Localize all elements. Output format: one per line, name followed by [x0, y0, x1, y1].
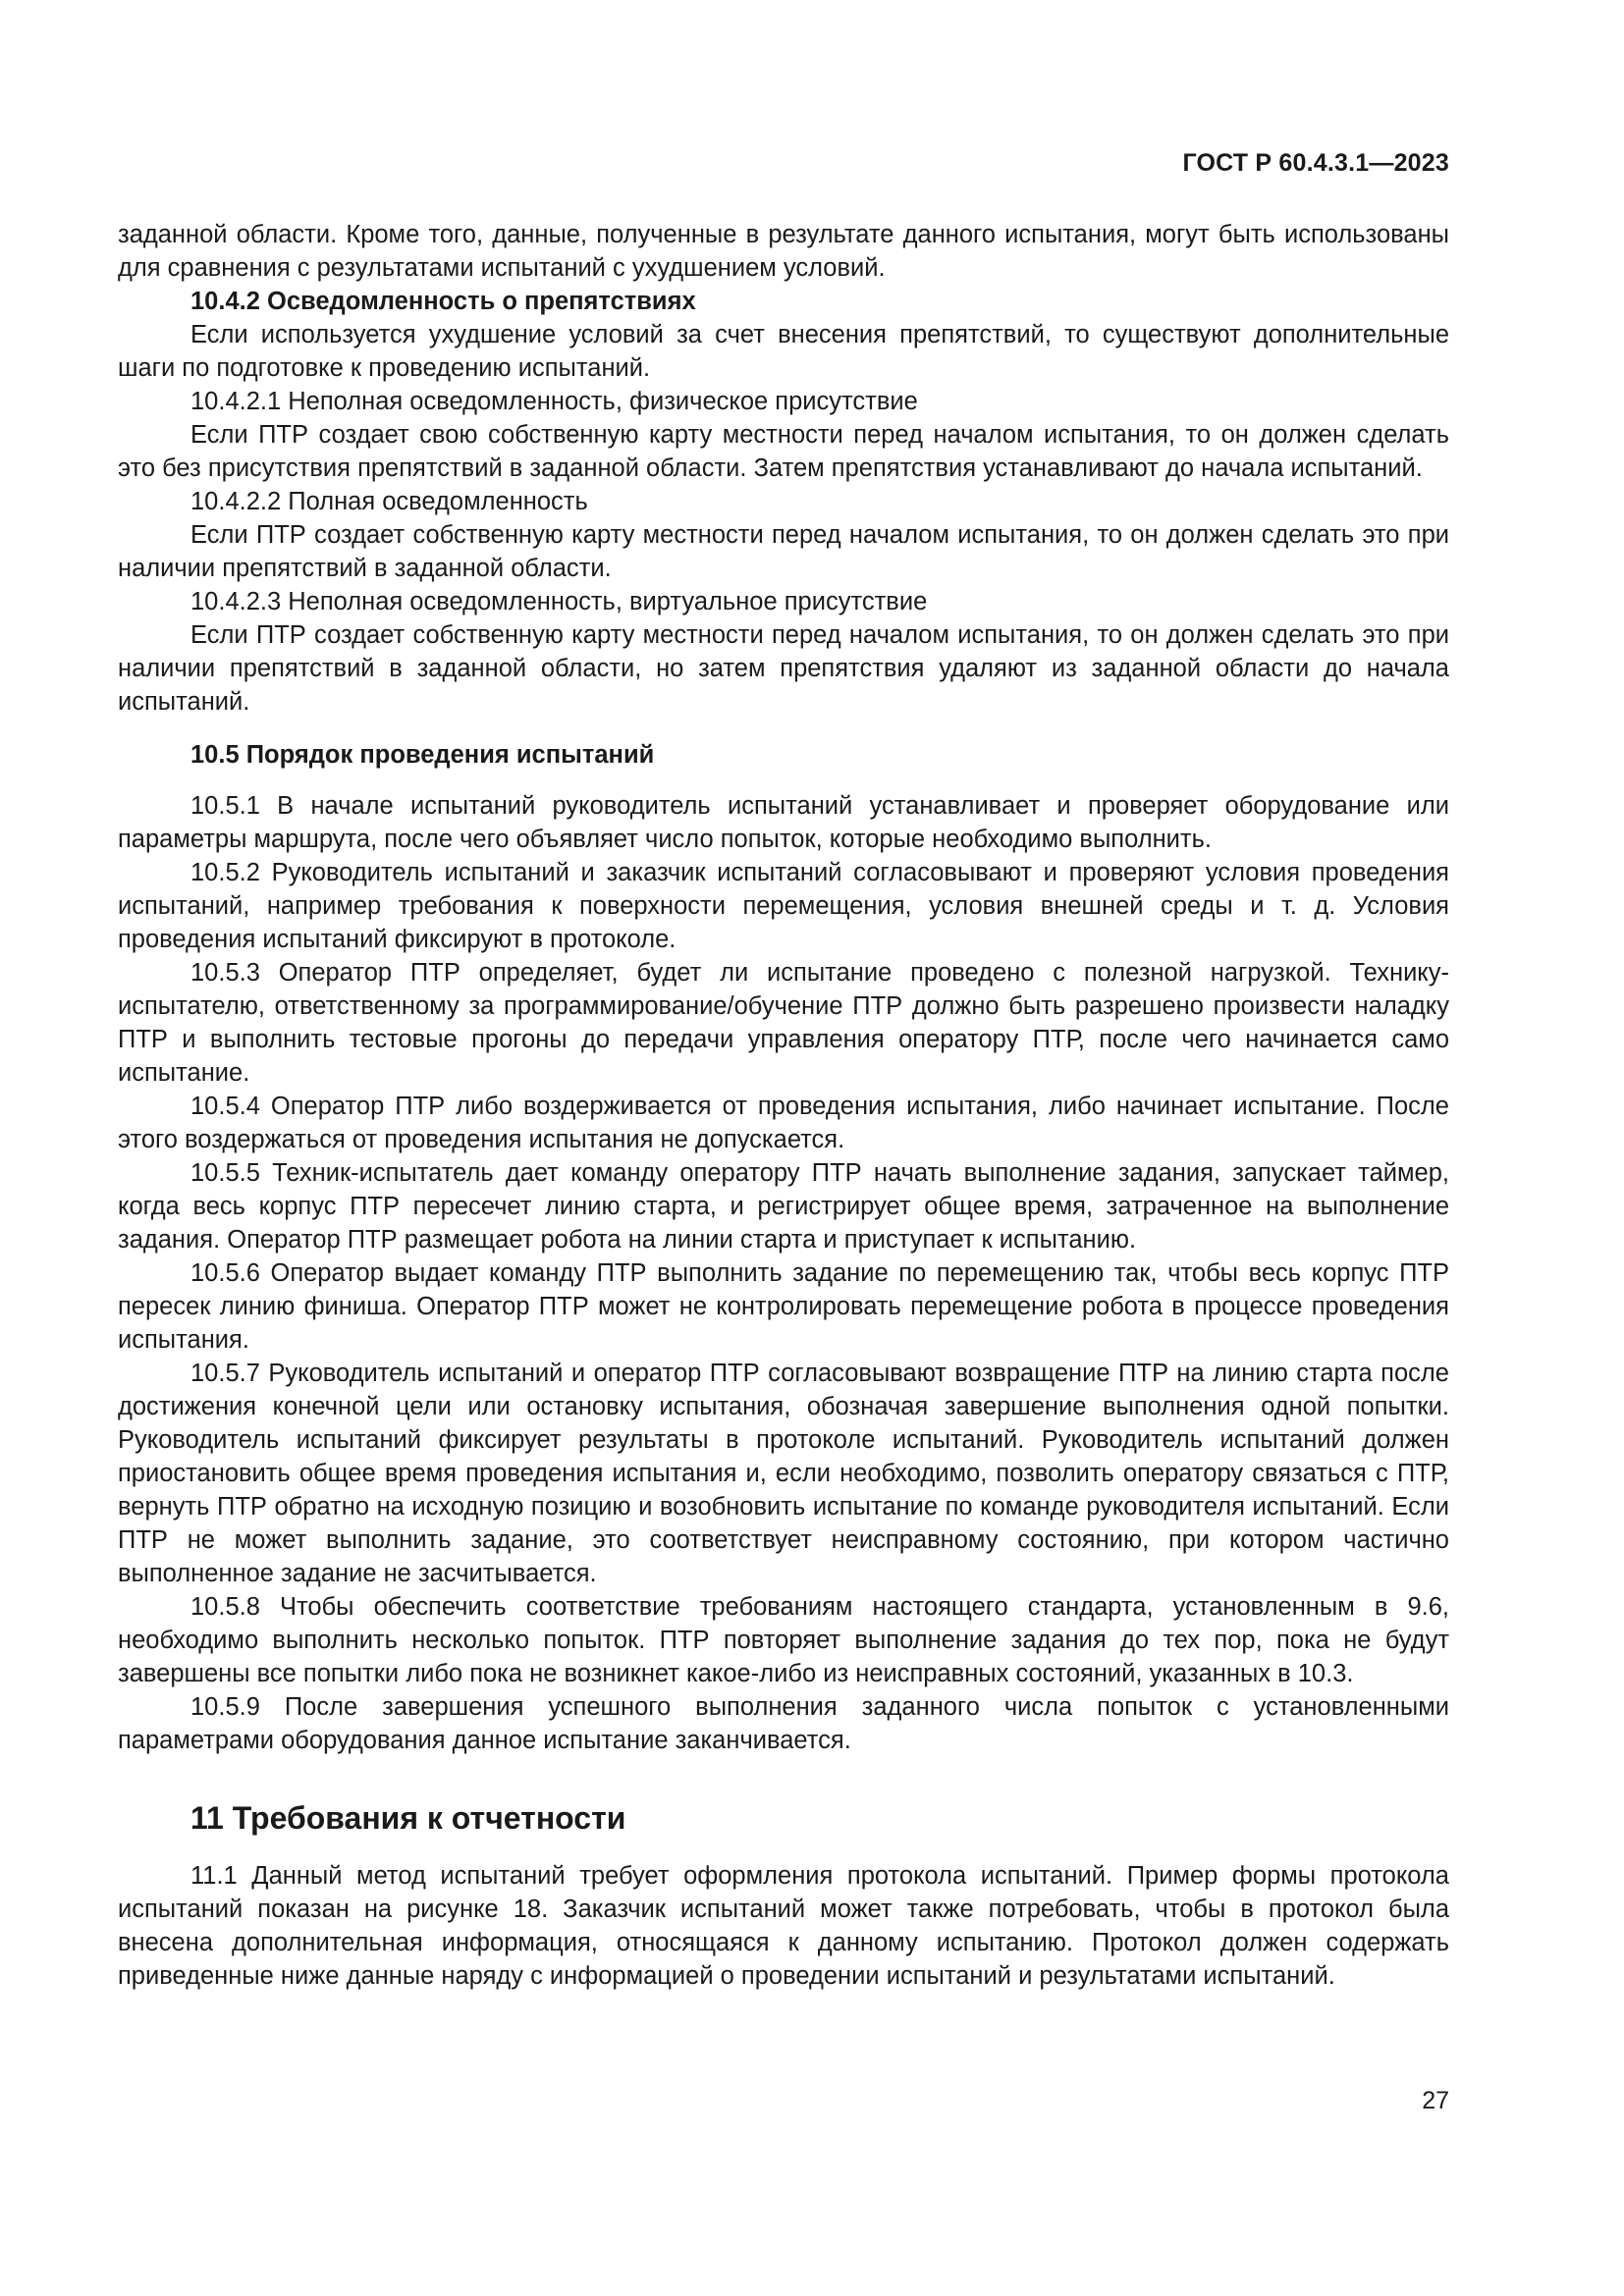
clause-heading-10-4-2-1: 10.4.2.1 Неполная осведомленность, физическое присутствие	[190, 388, 918, 415]
paragraph-10-5-6: 10.5.6 Оператор выдает команду ПТР выполнить задание по перемещению так, чтобы весь корпус ПТР пересек линию финиша. Оператор ПТР может не контролировать перемещение робота в процессе проведения испытания.	[118, 1259, 1449, 1354]
paragraph-11-1: 11.1 Данный метод испытаний требует оформления протокола испытаний. Пример формы протокола испытаний показан на рисунке 18. Заказчик испытаний может также потребовать, чтобы в протокол была внесена дополнительная информация, относящаяся к данному испытанию. Протокол должен содержать приведенные ниже данные наряду с информацией о проведении испытаний и результатами испытаний.	[118, 1862, 1449, 1990]
page-number: 27	[1422, 2087, 1449, 2114]
chapter-heading-11: 11 Требования к отчетности	[190, 1800, 626, 1836]
clause-heading-10-4-2-3: 10.4.2.3 Неполная осведомленность, виртуальное присутствие	[190, 588, 928, 615]
clause-heading-10-4-2-2: 10.4.2.2 Полная осведомленность	[190, 488, 588, 515]
paragraph-10-4-2-1: Если ПТР создает свою собственную карту местности перед началом испытания, то он должен сделать это без присутствия препятствий в заданной области. Затем препятствия устанавливают до начала испытаний.	[118, 421, 1449, 482]
paragraph-10-5-1: 10.5.1 В начале испытаний руководитель испытаний устанавливает и проверяет оборудование или параметры маршрута, после чего объявляет число попыток, которые необходимо выполнить.	[118, 792, 1449, 853]
paragraph-10-5-7: 10.5.7 Руководитель испытаний и оператор ПТР согласовывают возвращение ПТР на линию старта после достижения конечной цели или остановку испытания, обозначая завершение выполнения одной попытки. Руководитель испытаний фиксирует результаты в протоколе испытаний. Руководитель испытаний должен приостановить общее время проведения испытания и, если необходимо, позволить оператору связаться с ПТР, вернуть ПТР обратно на исходную позицию и возобновить испытание по команде руководителя испытаний. Если ПТР не может выполнить задание, это соответствует неисправному состоянию, при котором частично выполненное задание не засчитывается.	[118, 1360, 1449, 1587]
page-body	[118, 218, 1449, 1993]
paragraph-10-4-2-3: Если ПТР создает собственную карту местности перед началом испытания, то он должен сделать это при наличии препятствий в заданной области, но затем препятствия удаляют из заданной области до начала испытаний.	[118, 621, 1449, 716]
paragraph-continuation: заданной области. Кроме того, данные, полученные в результате данного испытания, могут быть использованы для сравнения с результатами испытаний с ухудшением условий.	[118, 221, 1449, 282]
paragraph-10-5-2: 10.5.2 Руководитель испытаний и заказчик испытаний согласовывают и проверяют условия проведения испытаний, например требования к поверхности перемещения, условия внешней среды и т. д. Условия проведения испытаний фиксируют в протоколе.	[118, 859, 1449, 953]
subsection-heading-10-4-2: 10.4.2 Осведомленность о препятствиях	[190, 288, 696, 315]
paragraph-10-5-9: 10.5.9 После завершения успешного выполнения заданного числа попыток с установленными параметрами оборудования данное испытание заканчивается.	[118, 1693, 1449, 1754]
paragraph-10-4-2: Если используется ухудшение условий за счет внесения препятствий, то существуют дополнительные шаги по подготовке к проведению испытаний.	[118, 321, 1449, 382]
paragraph-10-4-2-2: Если ПТР создает собственную карту местности перед началом испытания, то он должен сделать это при наличии препятствий в заданной области.	[118, 521, 1449, 582]
paragraph-10-5-8: 10.5.8 Чтобы обеспечить соответствие требованиям настоящего стандарта, установленным в 9.6, необходимо выполнить несколько попыток. ПТР повторяет выполнение задания до тех пор, пока не будут завершены все попытки либо пока не возникнет какое-либо из неисправных состояний, указанных в 10.3.	[118, 1593, 1449, 1687]
paragraph-10-5-5: 10.5.5 Техник-испытатель дает команду оператору ПТР начать выполнение задания, запускает таймер, когда весь корпус ПТР пересечет линию старта, и регистрирует общее время, затраченное на выполнение задания. Оператор ПТР размещает робота на линии старта и приступает к испытанию.	[118, 1159, 1449, 1254]
paragraph-10-5-4: 10.5.4 Оператор ПТР либо воздерживается от проведения испытания, либо начинает испытание. После этого воздержаться от проведения испытания не допускается.	[118, 1093, 1449, 1153]
paragraph-10-5-3: 10.5.3 Оператор ПТР определяет, будет ли испытание проведено с полезной нагрузкой. Технику-испытателю, ответственному за программирование/обучение ПТР должно быть разрешено произвести наладку ПТР и выполнить тестовые прогоны до передачи управления оператору ПТР, после чего начинается само испытание.	[118, 959, 1449, 1087]
document-code: ГОСТ Р 60.4.3.1—2023	[1182, 149, 1449, 177]
section-heading-10-5: 10.5 Порядок проведения испытаний	[190, 741, 655, 769]
